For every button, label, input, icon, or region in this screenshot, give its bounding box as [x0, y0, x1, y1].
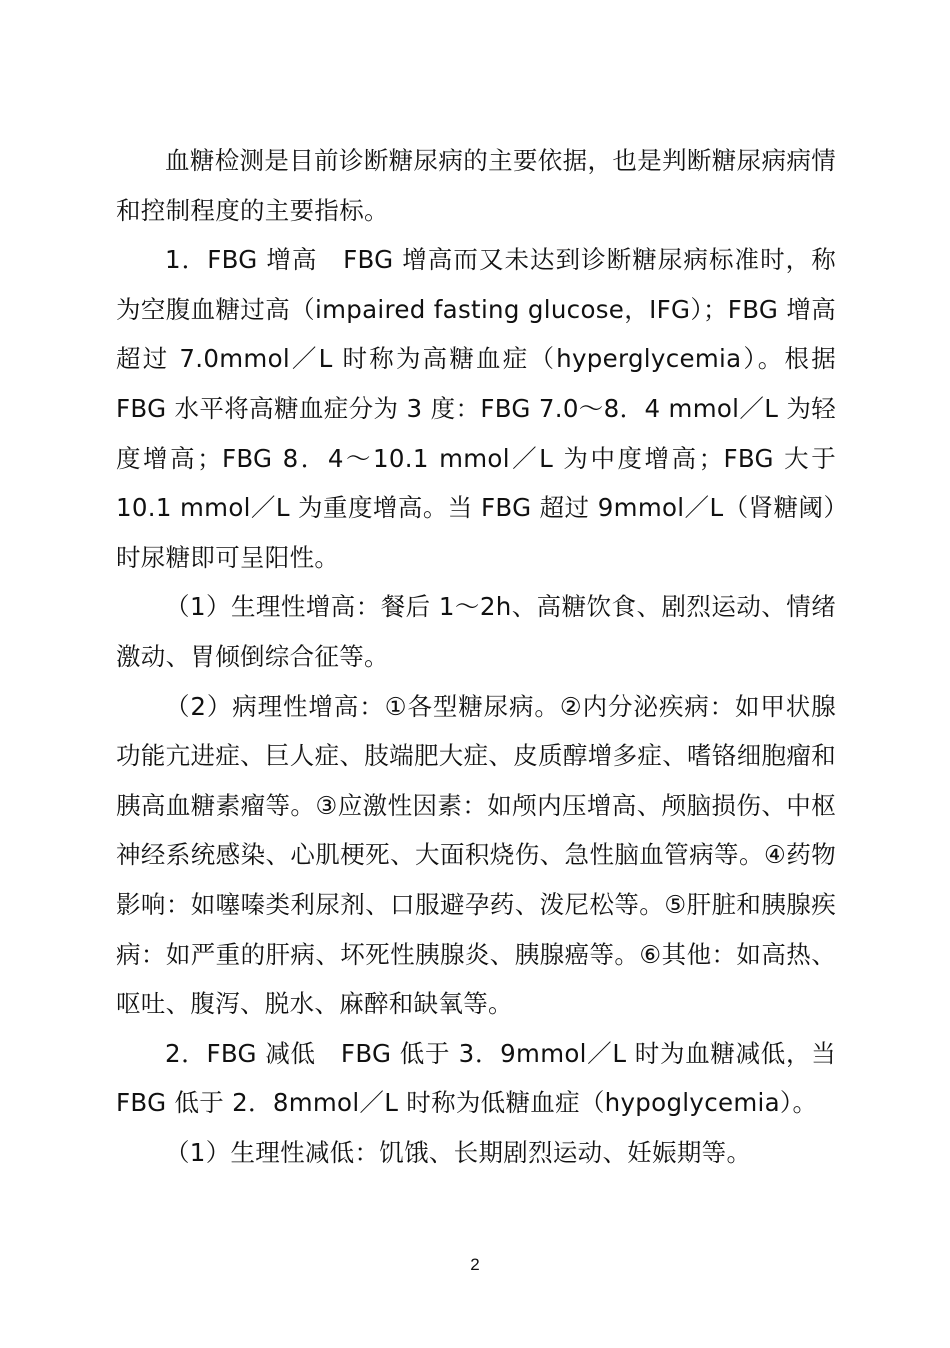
body-text	[116, 136, 836, 1177]
paragraph-physiological-decrease: （1）生理性减低：饥饿、长期剧烈运动、妊娠期等。	[165, 1137, 752, 1167]
page-number: 2	[470, 1255, 480, 1274]
paragraph-pathological-increase: （2）病理性增高：①各型糖尿病。②内分泌疾病：如甲状腺功能亢进症、巨人症、肢端肥大症、皮质醇增多症、嗜铬细胞瘤和胰高血糖素瘤等。③应激性因素：如颅内压增高、颅脑损伤、中枢神经系统感染、心肌梗死、大面积烧伤、急性脑血管病等。④药物影响：如噻嗪类利尿剂、口服避孕药、泼尼松等。⑤肝脏和胰腺疾病：如严重的肝病、坏死性胰腺炎、胰腺癌等。⑥其他：如高热、呕吐、腹泻、脱水、麻醉和缺氧等。	[116, 691, 836, 1019]
paragraph-fbg-increase: 1．FBG 增高 FBG 增高而又未达到诊断糖尿病标准时，称为空腹血糖过高（impaired fasting glucose，IFG）；FBG 增高超过 7.0mmol／L 时称为高糖血症（hyperglycemia）。根据 FBG 水平将高糖血症分为 3 度：FBG 7.0～8．4 mmol／L 为轻度增高；FBG 8．4～10.1 mmol／L 为中度增高；FBG 大于 10.1 mmol／L 为重度增高。当 FBG 超过 9mmol／L（肾糖阈）时尿糖即可呈阳性。	[116, 245, 836, 572]
paragraph-intro: 血糖检测是目前诊断糖尿病的主要依据，也是判断糖尿病病情和控制程度的主要指标。	[116, 146, 836, 225]
paragraph-physiological-increase: （1）生理性增高：餐后 1～2h、高糖饮食、剧烈运动、情绪激动、胃倾倒综合征等。	[116, 592, 836, 671]
paragraph-fbg-decrease: 2．FBG 减低 FBG 低于 3．9mmol／L 时为血糖减低，当 FBG 低于 2．8mmol／L 时称为低糖血症（hypoglycemia）。	[116, 1038, 836, 1118]
